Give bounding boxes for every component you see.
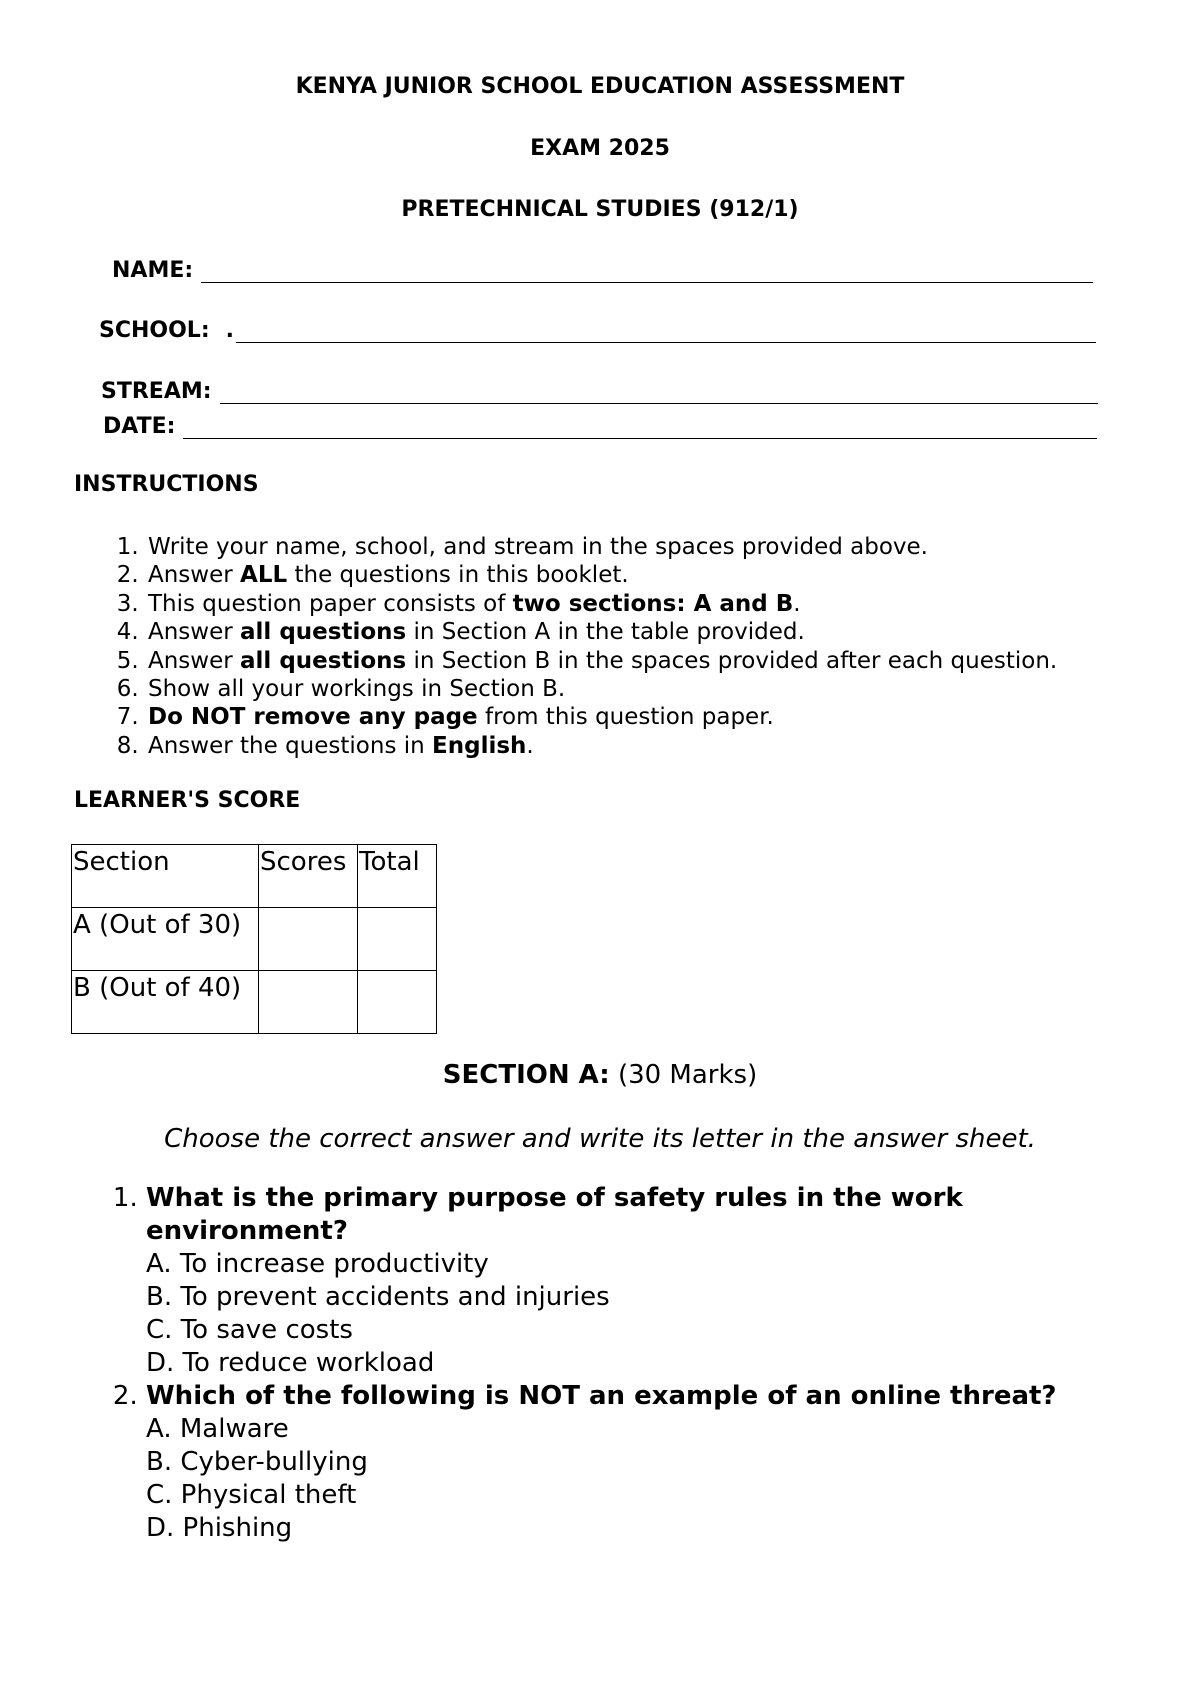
score-row-section: B (Out of 40) [72, 971, 259, 1034]
score-row [72, 908, 437, 971]
name-field[interactable] [112, 258, 1093, 283]
score-header-row [72, 845, 437, 908]
score-header-total: Total [358, 845, 437, 908]
exam-body-title: KENYA JUNIOR SCHOOL EDUCATION ASSESSMENT [295, 74, 905, 99]
instructions-heading: INSTRUCTIONS [74, 472, 259, 497]
school-label: SCHOOL: [99, 318, 210, 343]
section-a-marks: (30 Marks) [617, 1060, 758, 1090]
score-cell-total[interactable] [358, 971, 437, 1034]
date-line[interactable] [183, 437, 1097, 439]
name-label: NAME: [112, 258, 194, 283]
instruction-item: 7. Do NOT remove any page from this question paper. [146, 703, 1196, 731]
date-field[interactable] [103, 414, 1097, 439]
score-cell-scores[interactable] [259, 908, 358, 971]
score-table [71, 844, 437, 1034]
score-heading: LEARNER'S SCORE [74, 788, 301, 813]
score-cell-scores[interactable] [259, 971, 358, 1034]
answer-option: B. Cyber-bullying [146, 1447, 368, 1477]
score-header-scores: Scores [259, 845, 358, 908]
instruction-item: 1. Write your name, school, and stream in the spaces provided above. [146, 533, 1196, 561]
school-field[interactable] [99, 318, 1096, 343]
stream-field[interactable] [101, 379, 1098, 404]
question-list [108, 1182, 1086, 1545]
stream-label: STREAM: [101, 379, 212, 404]
instructions-list [74, 533, 1196, 760]
question-text: Which of the following is NOT an example of an online threat? [146, 1381, 1057, 1411]
answer-option: C. To save costs [146, 1315, 353, 1345]
instruction-item: 6. Show all your workings in Section B. [146, 675, 1196, 703]
instruction-item: 8. Answer the questions in English. [146, 732, 1196, 760]
instruction-item: 3. This question paper consists of two sections: A and B. [146, 590, 1196, 618]
score-row [72, 971, 437, 1034]
answer-option: D. Phishing [146, 1513, 293, 1543]
score-cell-total[interactable] [358, 908, 437, 971]
name-line[interactable] [201, 281, 1093, 283]
instruction-item: 5. Answer all questions in Section B in the spaces provided after each question. [146, 647, 1196, 675]
score-row-section: A (Out of 30) [72, 908, 259, 971]
school-line[interactable] [236, 341, 1096, 343]
school-dot: . [225, 318, 234, 343]
answer-option: A. To increase productivity [146, 1249, 489, 1279]
question-item [146, 1182, 1086, 1380]
question-text: What is the primary purpose of safety rules in the work environment? [146, 1183, 963, 1246]
score-header-section: Section [72, 845, 259, 908]
paper-title: PRETECHNICAL STUDIES (912/1) [401, 197, 799, 222]
section-a-heading [0, 1060, 1200, 1090]
answer-option: C. Physical theft [146, 1480, 357, 1510]
answer-option: B. To prevent accidents and injuries [146, 1282, 610, 1312]
instruction-item: 4. Answer all questions in Section A in the table provided. [146, 618, 1196, 646]
section-a-instruction: Choose the correct answer and write its letter in the answer sheet. [164, 1124, 1036, 1154]
question-item [146, 1380, 1086, 1545]
exam-year: EXAM 2025 [530, 136, 670, 161]
date-label: DATE: [103, 414, 176, 439]
instruction-item: 2. Answer ALL the questions in this booklet. [146, 561, 1196, 589]
section-a-title: SECTION A: [442, 1060, 610, 1090]
answer-option: D. To reduce workload [146, 1348, 435, 1378]
stream-line[interactable] [220, 402, 1098, 404]
answer-option: A. Malware [146, 1414, 289, 1444]
